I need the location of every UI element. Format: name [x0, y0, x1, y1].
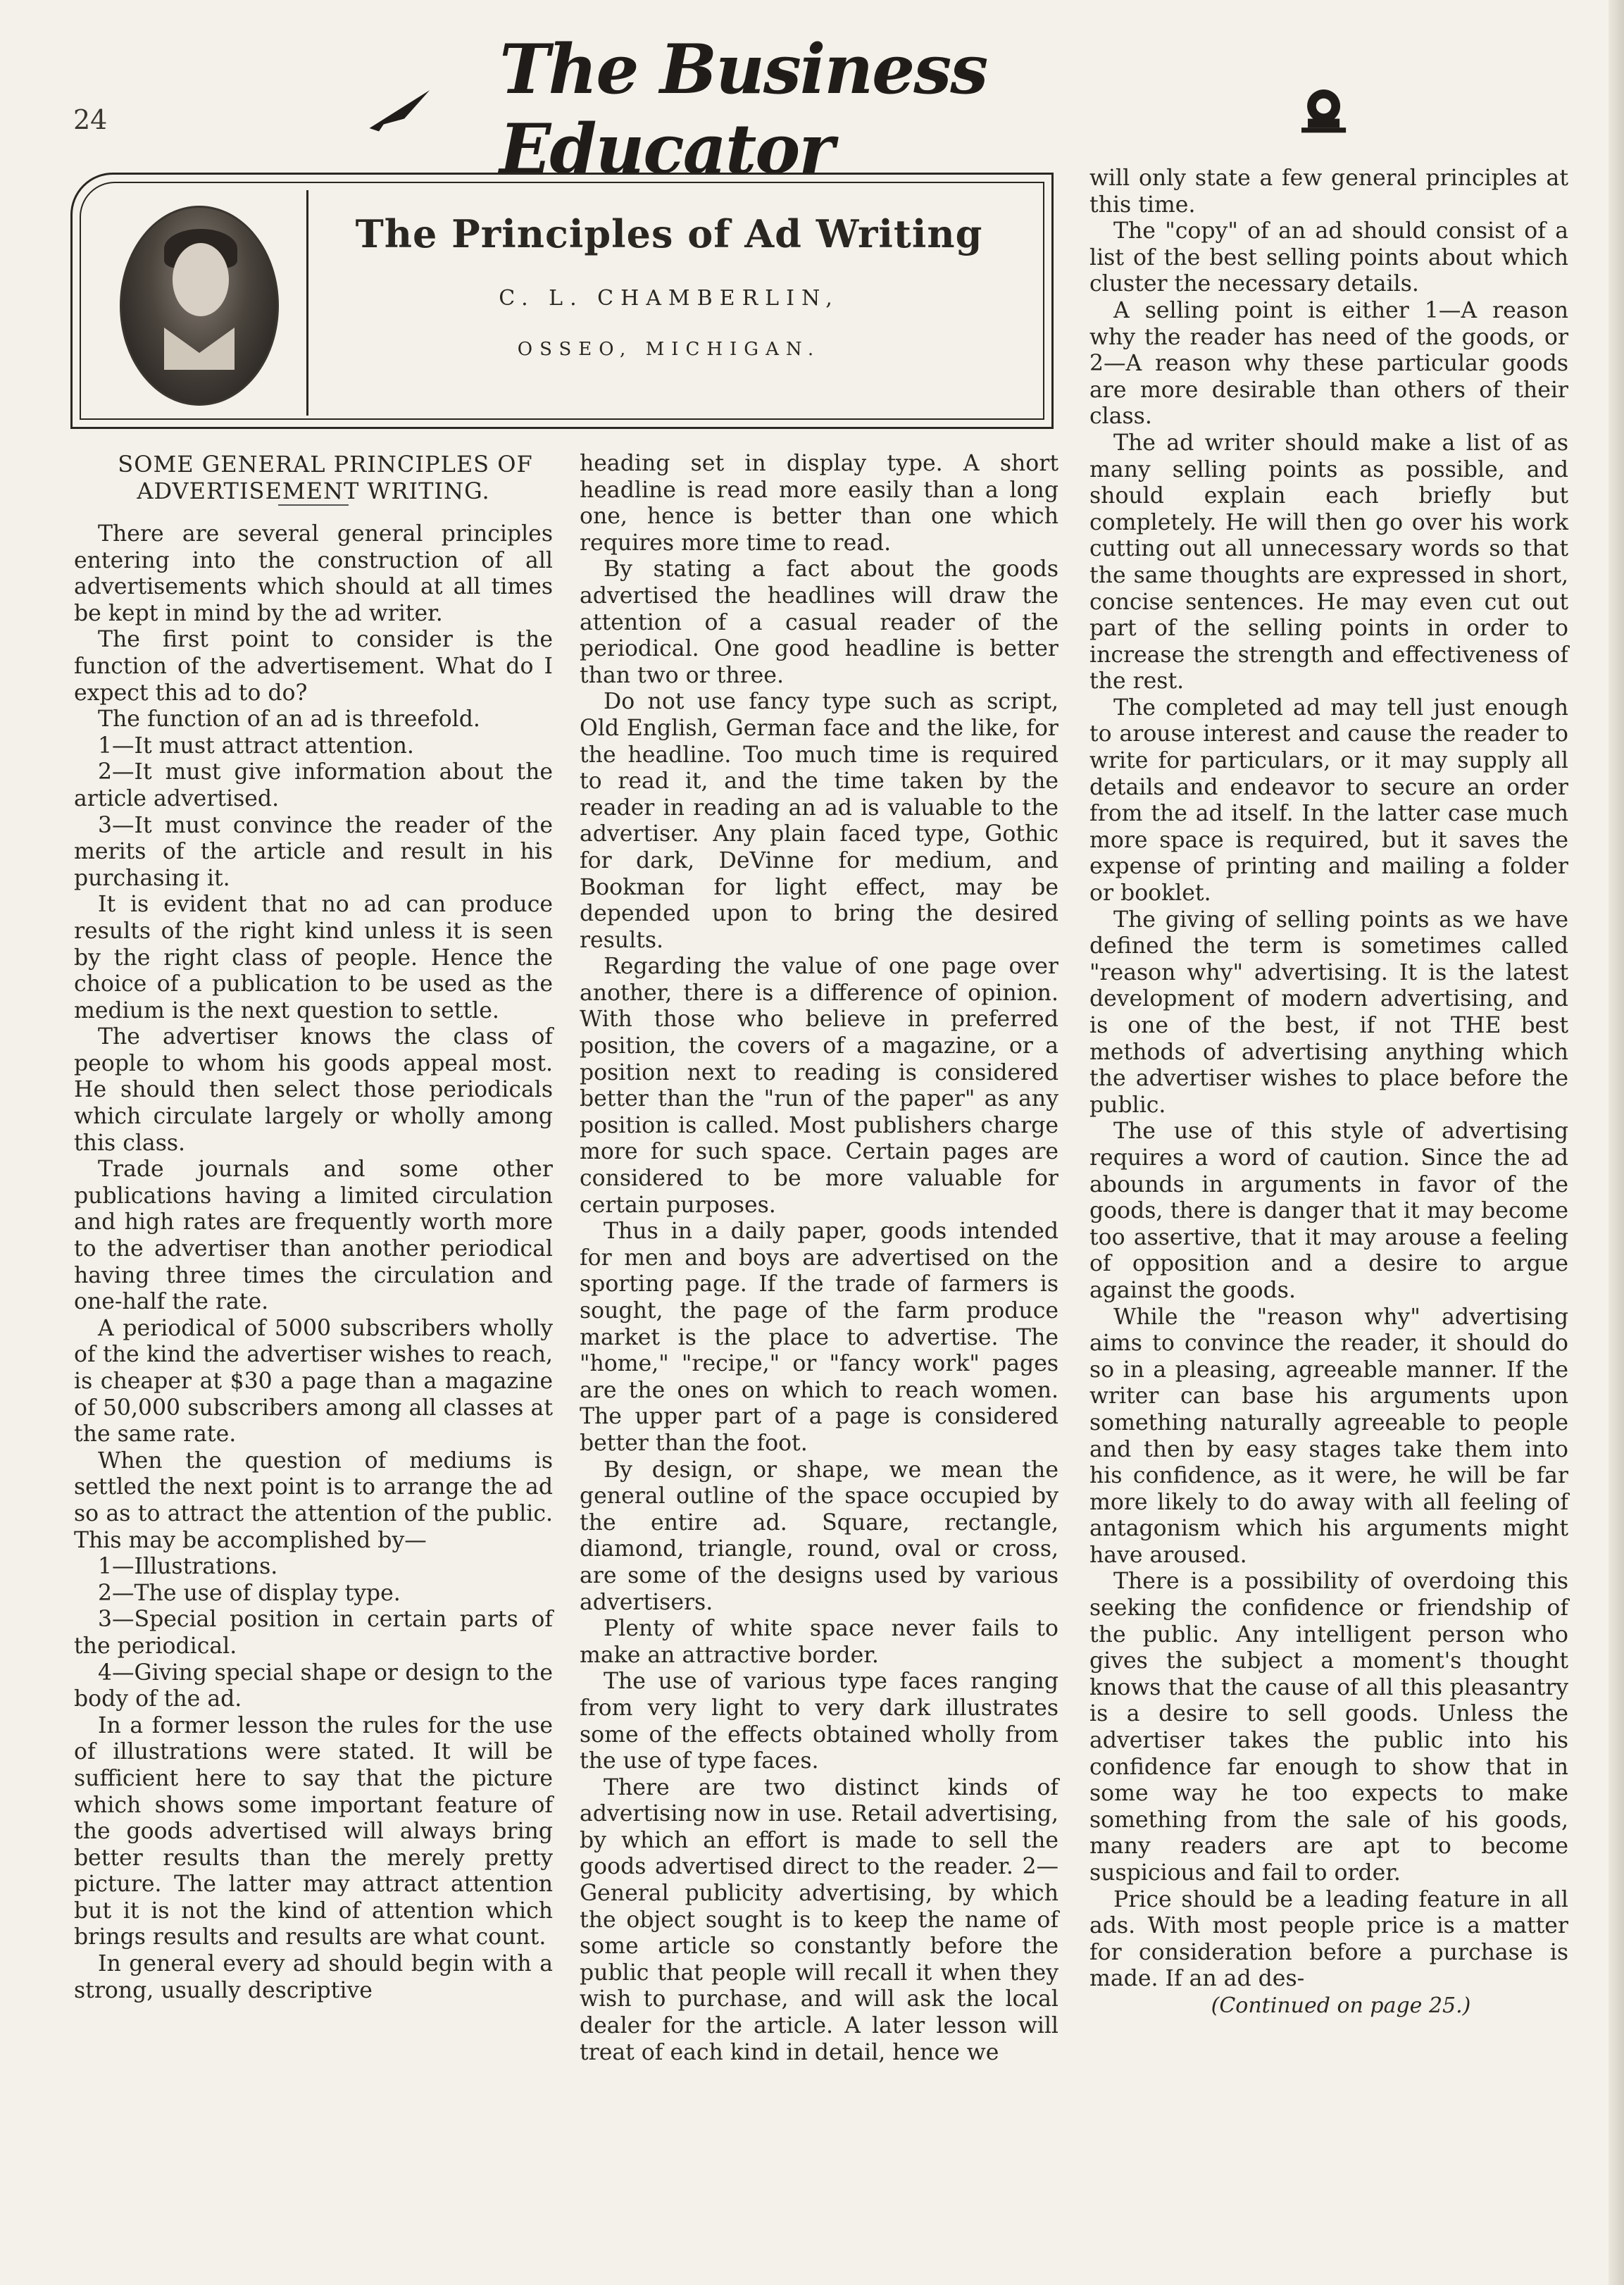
paragraph: The function of an ad is threefold.	[98, 706, 480, 733]
paragraph: will only state a few general principles at this time.	[1089, 166, 1568, 218]
paragraph: There are two distinct kinds of advertising now in use. Retail advertising, by which an effort is made to sell the goods advertised direct to the reader. 2—General publicity advertising, by which the object sought is to keep the name of some article so constantly before the public that people will recall it when they wish to purchase, and will ask the local dealer for the article. A later lesson will treat of each kind in detail, hence we	[580, 1774, 1058, 2065]
list-item: 1—It must attract attention.	[98, 733, 414, 759]
paragraph: The advertiser knows the class of people to whom his goods appeal most. He should then select those periodicals which circulate largely or wholly among this class.	[74, 1024, 553, 1156]
paragraph: Trade journals and some other publications having a limited circulation and high rates are frequently worth more to the advertiser than another periodical having three times the circulation and one-half the rate.	[74, 1157, 553, 1315]
paragraph: It is evident that no ad can produce results of the right kind unless it is seen by the right class of people. Hence the choice of a publication to be used as the medium is the next question to settle.	[74, 892, 553, 1023]
paragraph: Thus in a daily paper, goods intended for men and boys are advertised on the sporting page. If the trade of farmers is sought, the page of the farm produce market is the place to advertise. The "home," "recipe," or "fancy work" pages are the ones on which to reach women. The upper part of a page is considered better than the foot.	[580, 1219, 1058, 1456]
article-title: The Principles of Ad Writing	[355, 211, 983, 256]
paragraph: The "copy" of an ad should consist of a list of the best selling points about which cluster the necessary details.	[1089, 218, 1568, 297]
list-item: 1—Illustrations.	[98, 1554, 278, 1580]
paragraph: By stating a fact about the goods advertised the headlines will draw the attention of a casual reader of the periodical. One good headline is better than two or three.	[580, 556, 1058, 688]
list-item: 3—Special position in certain parts of the periodical.	[74, 1607, 553, 1659]
quill-pen-icon	[366, 81, 436, 137]
column-2	[580, 451, 1058, 2066]
section-heading: SOME GENERAL PRINCIPLES OF ADVERTISEMENT WRITING.	[118, 451, 533, 504]
paragraph: A selling point is either 1—A reason why the reader has need of the goods, or 2—A reason why these particular goods are more desirable than others of their class.	[1089, 297, 1568, 430]
paragraph: The completed ad may tell just enough to arouse interest and cause the reader to write for particulars, or it may supply all details and endeavor to secure an order from the ad itself. In the latter case much more space is required, but it saves the expense of printing and mailing a folder or booklet.	[1089, 695, 1568, 907]
author-portrait	[120, 206, 279, 406]
paragraph: The use of this style of advertising requires a word of caution. Since the ad abounds in arguments in favor of the goods, there is danger that it may become too assertive, that it may arouse a feeling of opposition and a desire to argue against the goods.	[1089, 1119, 1568, 1303]
list-item: 2—It must give information about the article advertised.	[74, 759, 553, 811]
paragraph: There is a possibility of overdoing this seeking the confidence or friendship of the public. Any intelligent person who gives the subject a moment's thought knows that the cause of all this pleasantry is a desire to sell goods. Unless the advertiser takes the public into his confidence far enough to show that in some way he too expects to make something from the sale of his goods, many readers are apt to become suspicious and fail to order.	[1089, 1569, 1568, 1886]
paragraph: The use of various type faces ranging from very light to very dark illustrates some of the effects obtained wholly from the use of type faces.	[580, 1669, 1058, 1774]
paragraph: In general every ad should begin with a strong, usually descriptive	[74, 1951, 553, 2003]
emblem-icon	[1295, 77, 1352, 141]
author-location: OSSEO, MICHIGAN.	[517, 339, 821, 360]
paragraph: In a former lesson the rules for the use of illustrations were stated. It will be sufficient here to say that the picture which shows some important feature of the goods advertised will always bring better results than the merely pretty picture. The latter may attract attention but it is not the kind of attention which brings results and results are what count.	[74, 1712, 553, 1950]
continued-note[interactable]: (Continued on page 25.)	[1211, 1993, 1471, 2018]
page-edge	[1609, 0, 1624, 2285]
list-item: 2—The use of display type.	[98, 1580, 401, 1606]
heading-rule	[278, 504, 349, 506]
list-item: 4—Giving special shape or design to the body of the ad.	[74, 1660, 553, 1712]
paragraph: When the question of mediums is settled the next point is to arrange the ad so as to attract the attention of the public. This may be accomplished by—	[74, 1447, 553, 1553]
page-number: 24	[73, 104, 108, 135]
paragraph: By design, or shape, we mean the general outline of the space occupied by the entire ad. Square, rectangle, diamond, triangle, round, oval or cross, are some of the designs used by various advertisers.	[580, 1457, 1058, 1615]
paragraph: While the "reason why" advertising aims to convince the reader, it should do so in a pleasing, agreeable manner. If the writer can base his arguments upon something naturally agreeable to people and then by easy stages take them into his confidence, as it were, he will be far more likely to do away with all feeling of antagonism which his arguments might have aroused.	[1089, 1304, 1568, 1568]
paragraph: Price should be a leading feature in all ads. With most people price is a matter for consideration before a purchase is made. If an ad des-	[1089, 1886, 1568, 1992]
paragraph: There are several general principles entering into the construction of all advertisements which should at all times be kept in mind by the ad writer.	[74, 521, 553, 626]
masthead	[366, 30, 1352, 189]
paragraph: Do not use fancy type such as script, Old English, German face and the like, for the headline. Too much time is required to read it, and the time taken by the reader in reading an ad is valuable to the advertiser. Any plain faced type, Gothic for dark, DeVinne for medium, and Bookman for light effect, may be depended upon to bring the desired results.	[580, 689, 1058, 953]
paragraph: Plenty of white space never fails to make an attractive border.	[580, 1616, 1058, 1668]
article-header-text	[317, 211, 1021, 360]
portrait-frame	[81, 190, 308, 416]
paragraph: The ad writer should make a list of as many selling points as possible, and should explain each briefly but completely. He will then go over his work cutting out all unnecessary words so that the same thoughts are expressed in short, concise sentences. He may even cut out part of the selling points in order to increase the strength and effectiveness of the rest.	[1089, 430, 1568, 695]
paragraph: A periodical of 5000 subscribers wholly of the kind the advertiser wishes to reach, is cheaper at $30 a page than a magazine of 50,000 subscribers among all classes at the same rate.	[74, 1315, 553, 1447]
masthead-title: The Business Educator	[499, 30, 987, 189]
column-3	[1089, 166, 1568, 2019]
paragraph: heading set in display type. A short headline is read more easily than a long one, hence is better than one which requires more time to read.	[580, 451, 1058, 556]
paragraph: The giving of selling points as we have defined the term is sometimes called "reason why" advertising. It is the latest development of modern advertising, and is one of the best, if not THE best methods of advertising anything which the advertiser wishes to place before the public.	[1089, 907, 1568, 1118]
author-name: C. L. CHAMBERLIN,	[499, 286, 839, 311]
paragraph: The first point to consider is the function of the advertisement. What do I expect this ad to do?	[74, 627, 553, 706]
paragraph: Regarding the value of one page over another, there is a difference of opinion. With those who believe in preferred position, the covers of a magazine, or a position next to reading is considered better than the "run of the paper" as any position is called. Most publishers charge more for such space. Certain pages are considered to be more valuable for certain purposes.	[580, 954, 1058, 1218]
column-1	[74, 451, 553, 2004]
list-item: 3—It must convince the reader of the merits of the article and result in his purchasing it.	[74, 812, 553, 891]
